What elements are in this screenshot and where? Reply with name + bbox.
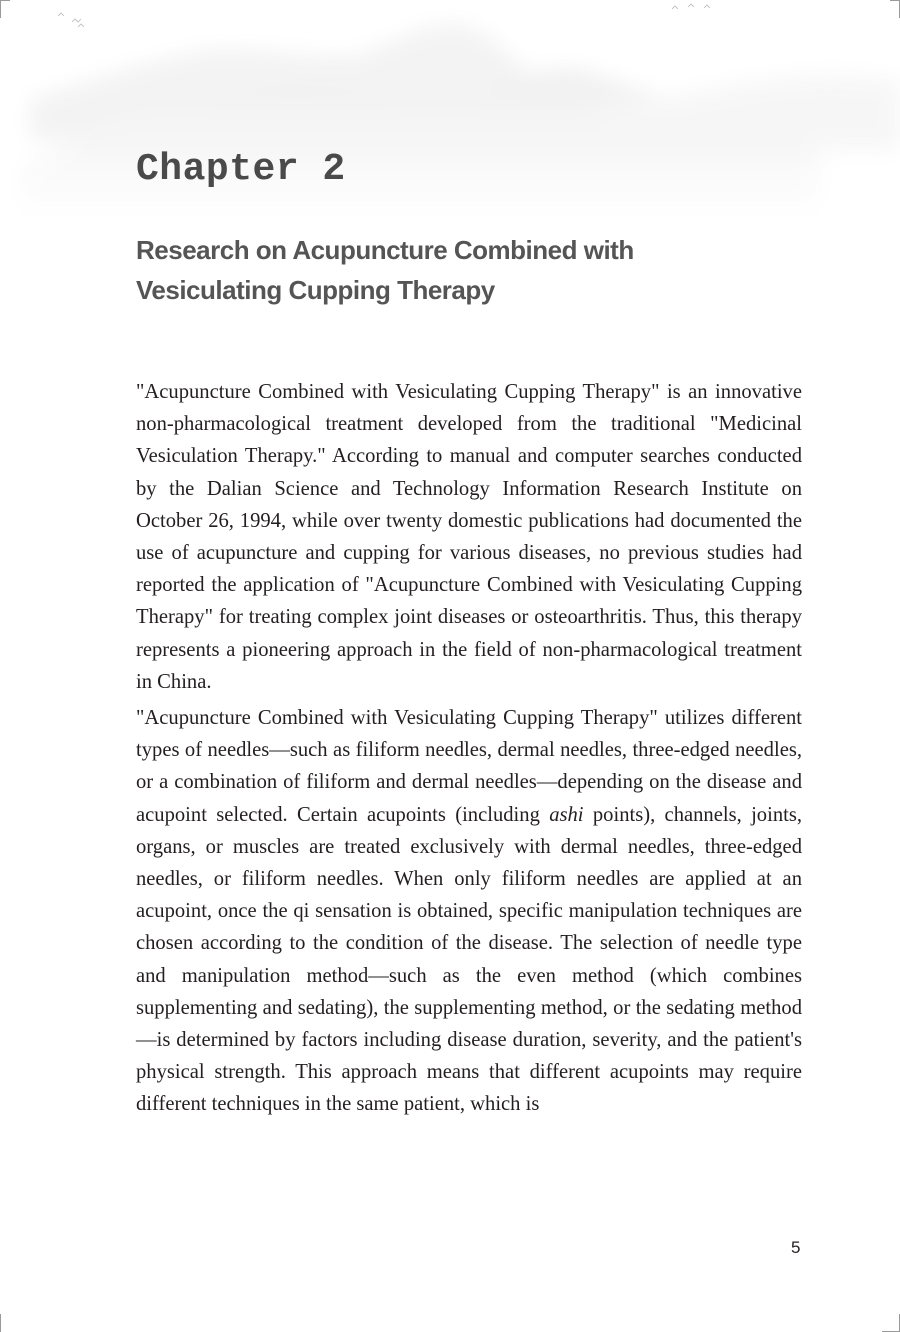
italic-term-ashi: ashi <box>549 803 584 826</box>
paragraph-1: "Acupuncture Combined with Vesiculating Cupping Therapy" is an innovative non-pharmacological treatment developed from the traditional "Medicinal Vesiculation Therapy." According to manual and computer searches conducted by the Dalian Science and Technology Information Research Institute on October 26, 1994, while over twenty domestic publications had documented the use of acupuncture and cupping for various diseases, no previous studies had reported the application of "Acupuncture Combined with Vesiculating Cupping Therapy" for treating complex joint diseases or osteoarthritis. Thus, this therapy represents a pioneering approach in the field of non-pharmacological treatment in China. <box>136 381 802 693</box>
chapter-label: Chapter 2 <box>136 148 346 191</box>
crop-mark-bottom-left-v <box>0 1314 1 1332</box>
paragraph-2-text-before: "Acupuncture Combined with Vesiculating Cupping Therapy" utilizes different types of needles—such as filiform needles, dermal needles, three-edged needles, or a combination of filiform and dermal needles—depending on the disease and acupoint selected. Certain acupoints (including <box>136 707 802 826</box>
ink-mountain-background <box>0 0 900 230</box>
paragraph-2-text-after: points), channels, joints, organs, or muscles are treated exclusively with dermal needles, three-edged needles, or filiform needles. When only filiform needles are applied at an acupoint, once the qi sensation is obtained, specific manipulation techniques are chosen according to the condition of the disease. The selection of needle type and manipulation method—such as the even method (which combines supplementing and sedating), the supplementing method, or the sedating method—is determined by factors including disease duration, severity, and the patient's physical strength. This approach means that different acupoints may require different techniques in the same patient, which is <box>136 803 802 1116</box>
chapter-title: Research on Acupuncture Combined with Vesiculating Cupping Therapy <box>136 235 634 305</box>
page-number: 5 <box>791 1238 801 1257</box>
body-text <box>136 376 802 1125</box>
crop-mark-top-left-h <box>0 0 10 1</box>
crop-mark-top-left-v <box>0 0 1 18</box>
paragraph-2 <box>136 702 802 1121</box>
